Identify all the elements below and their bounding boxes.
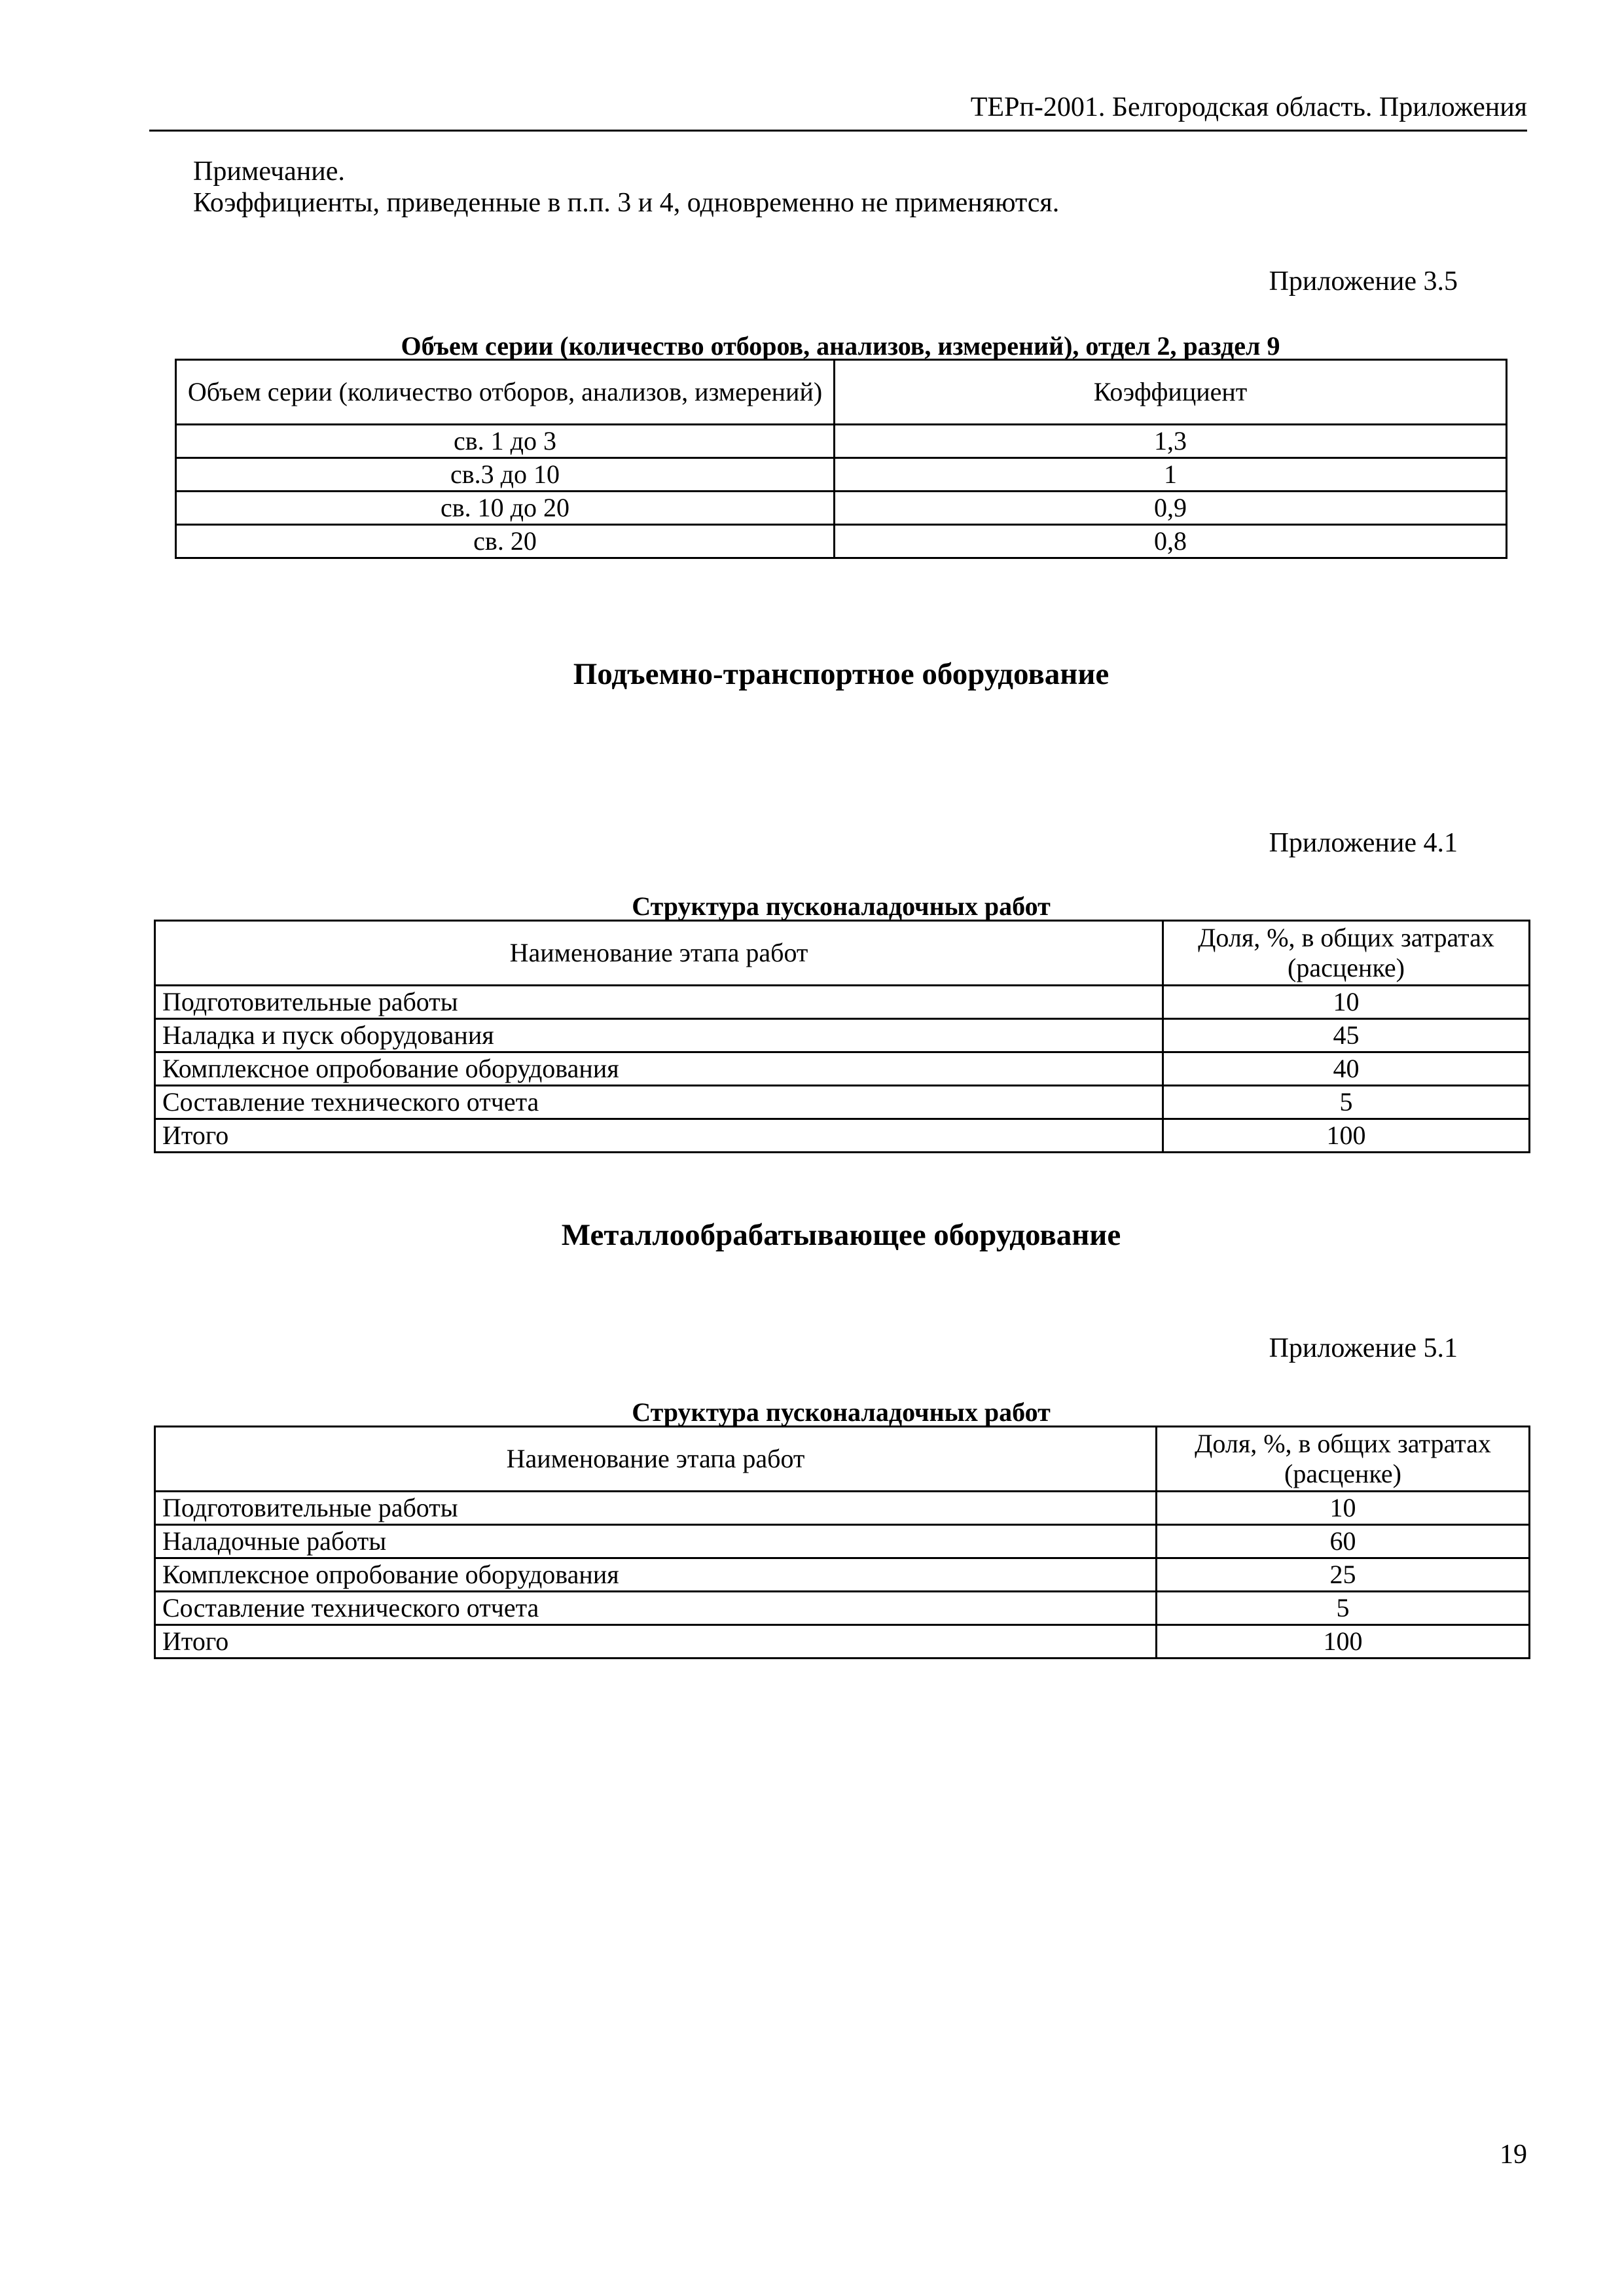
appendix-4-1-label: Приложение 4.1 — [1269, 828, 1458, 858]
table-cell: Составление технического отчета — [155, 1592, 1157, 1625]
column-header-share: Доля, %, в общих затратах (расценке) — [1157, 1427, 1530, 1492]
running-title: ТЕРп-2001. Белгородская область. Приложения — [970, 92, 1527, 122]
appendix-4-1-caption: Структура пусконаладочных работ — [632, 891, 1051, 921]
table-cell: 0,8 — [835, 525, 1507, 558]
page-number: 19 — [1500, 2140, 1527, 2170]
table-cell: св.3 до 10 — [176, 458, 835, 492]
table-header-row — [155, 1427, 1530, 1492]
appendix-5-1-caption: Структура пусконаладочных работ — [632, 1397, 1051, 1427]
table-cell: Комплексное опробование оборудования — [155, 1558, 1157, 1592]
table-cell: св. 1 до 3 — [176, 425, 835, 458]
note-title: Примечание. — [193, 156, 345, 187]
table-row — [155, 1625, 1530, 1659]
table-row — [155, 1525, 1530, 1558]
table-header-row — [176, 360, 1507, 425]
table-row — [155, 1592, 1530, 1625]
table-row — [155, 1019, 1530, 1052]
note-text: Коэффициенты, приведенные в п.п. 3 и 4, одновременно не применяются. — [193, 188, 1060, 218]
table-row — [155, 1086, 1530, 1119]
table-cell: св. 10 до 20 — [176, 492, 835, 525]
table-cell: 0,9 — [835, 492, 1507, 525]
column-header-stage-name: Наименование этапа работ — [155, 921, 1163, 986]
table-row — [176, 458, 1507, 492]
column-header-share: Доля, %, в общих затратах (расценке) — [1163, 921, 1530, 986]
table-row — [155, 1119, 1530, 1153]
table-cell: Подготовительные работы — [155, 986, 1163, 1019]
appendix-5-1-label: Приложение 5.1 — [1269, 1333, 1458, 1363]
header-divider — [149, 130, 1527, 132]
table-cell: 10 — [1163, 986, 1530, 1019]
table-header-row — [155, 921, 1530, 986]
table-cell: Итого — [155, 1119, 1163, 1153]
table-cell: Наладка и пуск оборудования — [155, 1019, 1163, 1052]
table-cell: 1,3 — [835, 425, 1507, 458]
appendix-3-5-table — [175, 359, 1507, 559]
table-cell: Комплексное опробование оборудования — [155, 1052, 1163, 1086]
appendix-5-1-table — [154, 1426, 1530, 1659]
table-cell: 60 — [1157, 1525, 1530, 1558]
appendix-4-1-table — [154, 920, 1530, 1153]
table-cell: Итого — [155, 1625, 1157, 1659]
table-row — [155, 1052, 1530, 1086]
table-cell: 45 — [1163, 1019, 1530, 1052]
table-cell: 5 — [1163, 1086, 1530, 1119]
table-row — [155, 1492, 1530, 1525]
appendix-3-5-label: Приложение 3.5 — [1269, 266, 1458, 296]
table-cell: 5 — [1157, 1592, 1530, 1625]
table-cell: Наладочные работы — [155, 1525, 1157, 1558]
table-cell: 100 — [1163, 1119, 1530, 1153]
table-cell: 1 — [835, 458, 1507, 492]
column-header-series-volume: Объем серии (количество отборов, анализов, измерений) — [176, 360, 835, 425]
table-row — [155, 986, 1530, 1019]
column-header-coefficient: Коэффициент — [835, 360, 1507, 425]
table-row — [176, 425, 1507, 458]
table-row — [176, 492, 1507, 525]
table-row — [176, 525, 1507, 558]
table-cell: св. 20 — [176, 525, 835, 558]
table-cell: Составление технического отчета — [155, 1086, 1163, 1119]
table-cell: 10 — [1157, 1492, 1530, 1525]
table-row — [155, 1558, 1530, 1592]
table-cell: Подготовительные работы — [155, 1492, 1157, 1525]
column-header-stage-name: Наименование этапа работ — [155, 1427, 1157, 1492]
section-heading-lifting: Подъемно-транспортное оборудование — [573, 657, 1110, 691]
section-heading-metal: Металлообрабатывающее оборудование — [561, 1218, 1121, 1252]
table-cell: 100 — [1157, 1625, 1530, 1659]
table-cell: 40 — [1163, 1052, 1530, 1086]
table-cell: 25 — [1157, 1558, 1530, 1592]
appendix-3-5-caption: Объем серии (количество отборов, анализов, измерений), отдел 2, раздел 9 — [401, 331, 1280, 361]
